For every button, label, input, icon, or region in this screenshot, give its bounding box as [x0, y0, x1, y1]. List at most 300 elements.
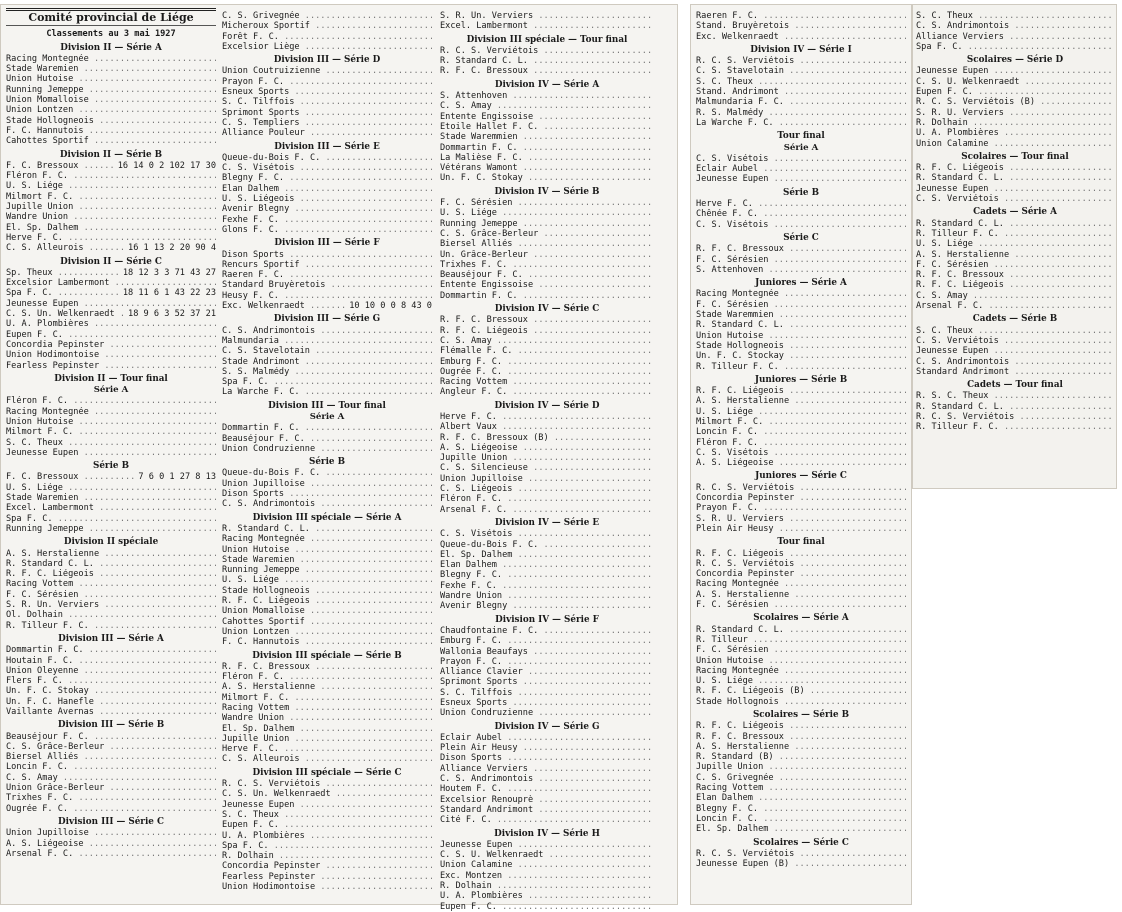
standings-section: [222, 11, 432, 52]
section-title: Série B: [782, 187, 820, 198]
table-row: [6, 448, 216, 458]
table-row: [222, 163, 432, 173]
table-row: [222, 672, 432, 682]
table-row: [222, 173, 432, 183]
team-name: Plein Air Heusy .....: [696, 524, 906, 534]
section-title: Division IV — Série A: [494, 79, 600, 90]
table-row: [916, 260, 1114, 270]
team-name: Albert Vaux .....: [440, 422, 654, 432]
section-title: Division IV — Série I: [750, 44, 852, 55]
table-row: [6, 645, 216, 655]
team-name: Alliance Clavier .....: [440, 667, 654, 677]
team-name: Running Jemeppe .....: [440, 219, 654, 229]
section-title: Division IV — Série H: [494, 828, 600, 839]
team-name: Stand. Bruyèretois .....: [696, 21, 906, 31]
team-name: R. C. S. Verviétois .....: [696, 483, 906, 493]
team-name: A. S. Liégeoise .....: [6, 839, 216, 849]
team-name: C. S. Silencieuse .....: [440, 463, 654, 473]
team-name: Elan Dalhem .....: [222, 184, 432, 194]
standings-section: [222, 314, 432, 397]
table-row: [440, 326, 654, 336]
table-row: [440, 484, 654, 494]
standings-section: [916, 314, 1114, 377]
table-row: [440, 270, 654, 280]
team-name: Exc. Welkenraedt .....: [222, 301, 347, 311]
standings-section: [222, 401, 432, 454]
table-row: [696, 559, 906, 569]
team-name: Racing Montegnée .....: [696, 289, 906, 299]
team-name: Alliance Pouleur .....: [222, 128, 432, 138]
team-name: Trixhes F. C. .....: [440, 260, 654, 270]
section-title: Scolaires — Tour final: [961, 151, 1069, 162]
table-row: [696, 11, 906, 21]
table-row: [696, 97, 906, 107]
section-title: Juniores — Série B: [754, 374, 848, 385]
table-row: [440, 346, 654, 356]
team-name: R. F. C. Liégeois .....: [440, 326, 654, 336]
team-name: Racing Montegnée .....: [222, 534, 432, 544]
team-name: R. C. S. Verviétois .....: [222, 779, 432, 789]
table-row: [696, 66, 906, 76]
table-row: [440, 494, 654, 504]
table-row: [696, 762, 906, 772]
table-row: [916, 21, 1114, 31]
team-name: Union Hutoise .....: [696, 656, 906, 666]
team-name: U. S. Liége .....: [6, 483, 216, 493]
standings-section: [696, 375, 906, 469]
table-row: [696, 656, 906, 666]
team-stats: 18 12 3 3 71 43 27: [122, 267, 216, 278]
table-row: [440, 219, 654, 229]
team-name: C. S. Amay .....: [916, 291, 1114, 301]
team-name: Racing Vottem .....: [696, 783, 906, 793]
table-row: [440, 91, 654, 101]
section-title: Cadets — Série B: [972, 314, 1058, 325]
table-row: [6, 243, 216, 253]
table-row: [916, 194, 1114, 204]
table-row: [222, 713, 432, 723]
team-name: Running Jemeppe .....: [6, 85, 216, 95]
team-name: Sp. Theux .....: [6, 268, 121, 278]
team-name: Elan Dalhem .....: [440, 560, 654, 570]
section-subheading: Série A: [783, 142, 819, 153]
team-name: S. C. Theux .....: [696, 77, 906, 87]
table-row: [440, 764, 654, 774]
table-row: [696, 686, 906, 696]
table-row: [222, 357, 432, 367]
table-row: [222, 800, 432, 810]
table-row: [916, 108, 1114, 118]
team-name: El. Sp. Dalhem .....: [222, 724, 432, 734]
team-name: Dommartin F. C. .....: [440, 143, 654, 153]
team-name: C. S. Andrimontois .....: [222, 326, 432, 336]
team-name: U. A. Plombières .....: [916, 128, 1114, 138]
table-row: [440, 433, 654, 443]
team-name: Concordia Pepinster .....: [696, 493, 906, 503]
team-name: C. S. Liégeois .....: [440, 484, 654, 494]
table-row: [696, 773, 906, 783]
table-row: [6, 319, 216, 329]
team-name: Milmort F. C. .....: [696, 417, 906, 427]
table-row: [696, 579, 906, 589]
table-row: [6, 783, 216, 793]
table-row: [222, 66, 432, 76]
table-row: [696, 625, 906, 635]
team-name: Jeunesse Eupen .....: [916, 346, 1114, 356]
section-title: Cadets — Tour final: [967, 380, 1063, 391]
team-name: Union Calamine .....: [440, 860, 654, 870]
team-name: S. C. Theux .....: [916, 11, 1114, 21]
table-row: [696, 265, 906, 275]
table-row: [440, 688, 654, 698]
table-row: [440, 601, 654, 611]
table-row: [222, 861, 432, 871]
standings-section: [6, 537, 216, 631]
team-name: Sprimont Sports .....: [222, 108, 432, 118]
table-row: [440, 198, 654, 208]
table-row: [440, 11, 654, 21]
team-name: F. C. Sérésien .....: [916, 260, 1114, 270]
team-name: Excel. Lambermont .....: [440, 21, 654, 31]
team-name: Alliance Verviers .....: [916, 32, 1114, 42]
table-row: [6, 569, 216, 579]
team-name: S. Attenhoven .....: [696, 265, 906, 275]
table-row: [6, 309, 216, 319]
team-name: Arsenal F. C. .....: [6, 849, 216, 859]
team-name: Racing Vottem .....: [6, 579, 216, 589]
team-name: C. S. Visétois .....: [696, 154, 906, 164]
team-name: Stand. Andrimont .....: [696, 87, 906, 97]
team-name: Herve F. C. .....: [696, 199, 906, 209]
table-row: [440, 591, 654, 601]
table-row: [222, 606, 432, 616]
table-row: [696, 732, 906, 742]
team-name: R. Dolhain .....: [916, 118, 1114, 128]
table-row: [916, 402, 1114, 412]
table-row: [696, 697, 906, 707]
team-name: R. Standard C. L. .....: [222, 524, 432, 534]
table-row: [222, 301, 432, 311]
team-name: Elan Dalhem .....: [696, 793, 906, 803]
team-name: A. S. Herstalienne .....: [916, 250, 1114, 260]
section-title: Division IV — Série E: [494, 517, 600, 528]
team-name: F. C. Sérésien .....: [6, 590, 216, 600]
table-row: [6, 579, 216, 589]
table-row: [916, 239, 1114, 249]
table-row: [6, 793, 216, 803]
table-row: [6, 524, 216, 534]
table-row: [222, 596, 432, 606]
table-row: [222, 789, 432, 799]
table-row: [6, 762, 216, 772]
table-row: [222, 575, 432, 585]
table-row: [916, 97, 1114, 107]
team-name: S. Attenhoven .....: [440, 91, 654, 101]
team-stats: 16 14 0 2 102 17 30: [117, 160, 216, 171]
team-name: Running Jemeppe .....: [6, 524, 216, 534]
team-name: A. S. Liégeoise .....: [696, 458, 906, 468]
team-name: R. Standard C. L. .....: [916, 402, 1114, 412]
table-row: [222, 377, 432, 387]
table-row: [6, 742, 216, 752]
table-row: [440, 315, 654, 325]
table-row: [6, 417, 216, 427]
table-row: [916, 77, 1114, 87]
team-stats: 7 6 0 1 27 8 13: [138, 472, 216, 483]
column-4: [696, 8, 906, 869]
team-name: Milmort F. C. .....: [222, 693, 432, 703]
team-name: Prayon F. C. .....: [440, 657, 654, 667]
team-name: C. S. Alleurois .....: [222, 754, 432, 764]
team-name: Dommartin F. C. .....: [440, 291, 654, 301]
team-name: R. F. C. Liégeois .....: [916, 280, 1114, 290]
table-row: [6, 54, 216, 64]
team-name: Fléron F. C. .....: [222, 672, 432, 682]
team-name: Trixhes F. C. .....: [6, 793, 216, 803]
table-row: [222, 184, 432, 194]
table-row: [440, 291, 654, 301]
team-name: Stade Waremien .....: [6, 64, 216, 74]
table-row: [696, 56, 906, 66]
table-row: [222, 693, 432, 703]
standings-section: [440, 11, 654, 32]
table-row: [916, 422, 1114, 432]
table-row: [916, 32, 1114, 42]
table-row: [440, 677, 654, 687]
table-row: [440, 367, 654, 377]
team-name: Concordia Pepinster .....: [6, 340, 216, 350]
table-row: [222, 627, 432, 637]
team-name: C. S. Visétois .....: [440, 529, 654, 539]
team-name: Etoile Hallet F. C. .....: [440, 122, 654, 132]
section-title: Division IV — Série D: [494, 400, 600, 411]
team-name: Wandre Union .....: [6, 212, 216, 222]
table-row: [696, 77, 906, 87]
table-row: [696, 849, 906, 859]
team-name: Union Momalloise .....: [222, 606, 432, 616]
team-name: R. S. Malmédy .....: [696, 108, 906, 118]
team-stats: 18 11 6 1 43 22 23: [122, 288, 216, 299]
table-row: [440, 636, 654, 646]
standings-section: [6, 374, 216, 458]
team-name: Entente Engissoise .....: [440, 112, 654, 122]
team-name: Union Hutoise .....: [696, 331, 906, 341]
team-name: Racing Vottem .....: [222, 703, 432, 713]
team-name: Houtain F. C. .....: [6, 656, 216, 666]
team-name: F. C. Sérésien .....: [696, 300, 906, 310]
section-title: Scolaires — Série B: [752, 710, 850, 720]
team-name: Union Lontzen .....: [6, 105, 216, 115]
standings-section: [222, 55, 432, 138]
table-row: [696, 386, 906, 396]
page-title: Comité provincial de Liége: [6, 8, 216, 26]
table-row: [916, 66, 1114, 76]
table-row: [6, 95, 216, 105]
team-name: Micheroux Sportif .....: [222, 21, 432, 31]
team-name: Cité F. C. .....: [440, 815, 654, 825]
team-name: Raeren F. C. .....: [222, 270, 432, 280]
team-name: Racing Montegnée .....: [696, 579, 906, 589]
section-title: Division IV — Série G: [494, 721, 600, 732]
section-title: Division II — Tour final: [54, 373, 168, 384]
table-row: [222, 851, 432, 861]
table-row: [916, 163, 1114, 173]
team-name: R. F. C. Liégeois .....: [696, 549, 906, 559]
team-name: Jeunesse Eupen (B) .....: [696, 859, 906, 869]
section-title: Division III — Série E: [274, 141, 380, 152]
table-row: [6, 472, 216, 482]
team-name: Avenir Blegny .....: [440, 601, 654, 611]
column-2: [222, 8, 432, 892]
table-row: [222, 810, 432, 820]
team-name: El. Sp. Dalhem .....: [440, 550, 654, 560]
team-name: Queue-du-Bois F. C. .....: [440, 540, 654, 550]
table-row: [6, 330, 216, 340]
section-title: Division III — Série F: [274, 238, 380, 249]
table-row: [222, 841, 432, 851]
table-row: [6, 74, 216, 84]
table-row: [440, 260, 654, 270]
team-name: Racing Vottem .....: [440, 377, 654, 387]
standings-section: [6, 720, 216, 814]
team-name: Fexhe F. C. .....: [440, 581, 654, 591]
table-row: [222, 444, 432, 454]
team-name: Fearless Pepinster .....: [6, 361, 216, 371]
standings-section: [696, 233, 906, 275]
table-row: [696, 310, 906, 320]
table-row: [916, 357, 1114, 367]
team-name: Spa F. C. .....: [916, 42, 1114, 52]
table-row: [916, 291, 1114, 301]
team-name: Union Jupilloise .....: [222, 479, 432, 489]
table-row: [6, 350, 216, 360]
team-name: Union Hutoise .....: [6, 74, 216, 84]
team-stats: 10 10 0 0 8 43 0: [349, 301, 432, 312]
table-row: [6, 212, 216, 222]
team-name: S. R. Un. Verviers .....: [440, 11, 654, 21]
team-name: A. S. Herstalienne .....: [696, 742, 906, 752]
team-name: R. Standard C. L. .....: [916, 219, 1114, 229]
team-name: Ougrée F. C. .....: [6, 804, 216, 814]
team-name: Spa F. C. .....: [6, 514, 216, 524]
team-name: C. S. Grivegnée .....: [222, 11, 432, 21]
team-name: S. R. U. Verviers .....: [916, 108, 1114, 118]
team-name: Wandre Union .....: [440, 591, 654, 601]
team-name: Chaudfontaine F. C. .....: [440, 626, 654, 636]
team-name: Fléron F. C. .....: [696, 438, 906, 448]
table-row: [6, 590, 216, 600]
team-name: R. C. S. Verviétois .....: [696, 56, 906, 66]
team-name: Union Jupilloise .....: [6, 828, 216, 838]
table-row: [6, 438, 216, 448]
table-row: [6, 732, 216, 742]
team-name: Exc. Welkenraedt .....: [696, 32, 906, 42]
team-name: Union Grâce-Berleur .....: [6, 783, 216, 793]
team-name: Raeren F. C. .....: [696, 11, 906, 21]
table-row: [222, 586, 432, 596]
team-name: Racing Montegnée .....: [6, 54, 216, 64]
team-name: C. S. Visétois .....: [222, 163, 432, 173]
team-name: Fléron F. C. .....: [6, 171, 216, 181]
table-row: [696, 32, 906, 42]
table-row: [916, 326, 1114, 336]
column-3: [440, 8, 654, 912]
team-name: C. S. Andrimontois .....: [916, 21, 1114, 31]
page-subtitle: Classements au 3 mai 1927: [46, 29, 176, 40]
team-name: R. C. S. Verviétois .....: [440, 46, 654, 56]
team-name: Ol. Dolhain .....: [6, 610, 216, 620]
team-name: Alliance Verviers .....: [440, 764, 654, 774]
table-row: [916, 391, 1114, 401]
table-row: [440, 850, 654, 860]
table-row: [222, 326, 432, 336]
table-row: [440, 132, 654, 142]
team-name: Eclair Aubel .....: [696, 164, 906, 174]
table-row: [916, 336, 1114, 346]
team-name: R. C. S. Verviétois .....: [696, 849, 906, 859]
table-row: [440, 112, 654, 122]
table-row: [696, 438, 906, 448]
table-row: [696, 351, 906, 361]
team-name: Union Oleyenne .....: [6, 666, 216, 676]
team-name: C. S. Un. Welkenraedt .....: [6, 309, 126, 319]
standings-section: [222, 238, 432, 311]
team-name: C. S. Grâce-Berleur .....: [440, 229, 654, 239]
team-name: Flémalle F. C. .....: [440, 346, 654, 356]
team-name: Jeunesse Eupen .....: [222, 800, 432, 810]
team-name: Herve F. C. .....: [440, 412, 654, 422]
team-name: Queue-du-Bois F. C. .....: [222, 468, 432, 478]
table-row: [696, 341, 906, 351]
standings-section: [222, 513, 432, 648]
table-row: [6, 105, 216, 115]
table-row: [916, 301, 1114, 311]
table-row: [222, 11, 432, 21]
table-row: [440, 743, 654, 753]
team-name: Blegny F. C. .....: [696, 804, 906, 814]
table-row: [6, 288, 216, 298]
team-name: Cahottes Sportif .....: [222, 617, 432, 627]
team-name: Un. F. C. Stokay .....: [6, 686, 216, 696]
table-row: [222, 118, 432, 128]
table-row: [696, 220, 906, 230]
team-name: Emburg F. C. .....: [440, 636, 654, 646]
team-stats: 18 9 6 3 52 37 21: [128, 309, 216, 320]
team-name: Stade Hollogneois .....: [6, 116, 216, 126]
team-name: Jupille Union .....: [6, 202, 216, 212]
team-name: Beauséjour F. C. .....: [440, 270, 654, 280]
team-name: C. S. U. Welkenraedt .....: [916, 77, 1114, 87]
table-row: [222, 87, 432, 97]
team-name: Sprimont Sports .....: [440, 677, 654, 687]
team-name: Beauséjour F. C. .....: [6, 732, 216, 742]
table-row: [6, 126, 216, 136]
team-name: R. Dolhain .....: [440, 881, 654, 891]
team-name: Chênée F. C. .....: [696, 209, 906, 219]
table-row: [440, 805, 654, 815]
section-title: Série B: [308, 457, 346, 468]
table-row: [222, 270, 432, 280]
table-row: [440, 529, 654, 539]
team-name: A. S. Herstalienne .....: [696, 396, 906, 406]
table-row: [6, 752, 216, 762]
table-row: [6, 804, 216, 814]
team-name: U. S. Liége .....: [440, 208, 654, 218]
team-name: C. S. Templiers .....: [222, 118, 432, 128]
table-row: [440, 581, 654, 591]
table-row: [440, 474, 654, 484]
section-title: Série C: [783, 232, 819, 243]
